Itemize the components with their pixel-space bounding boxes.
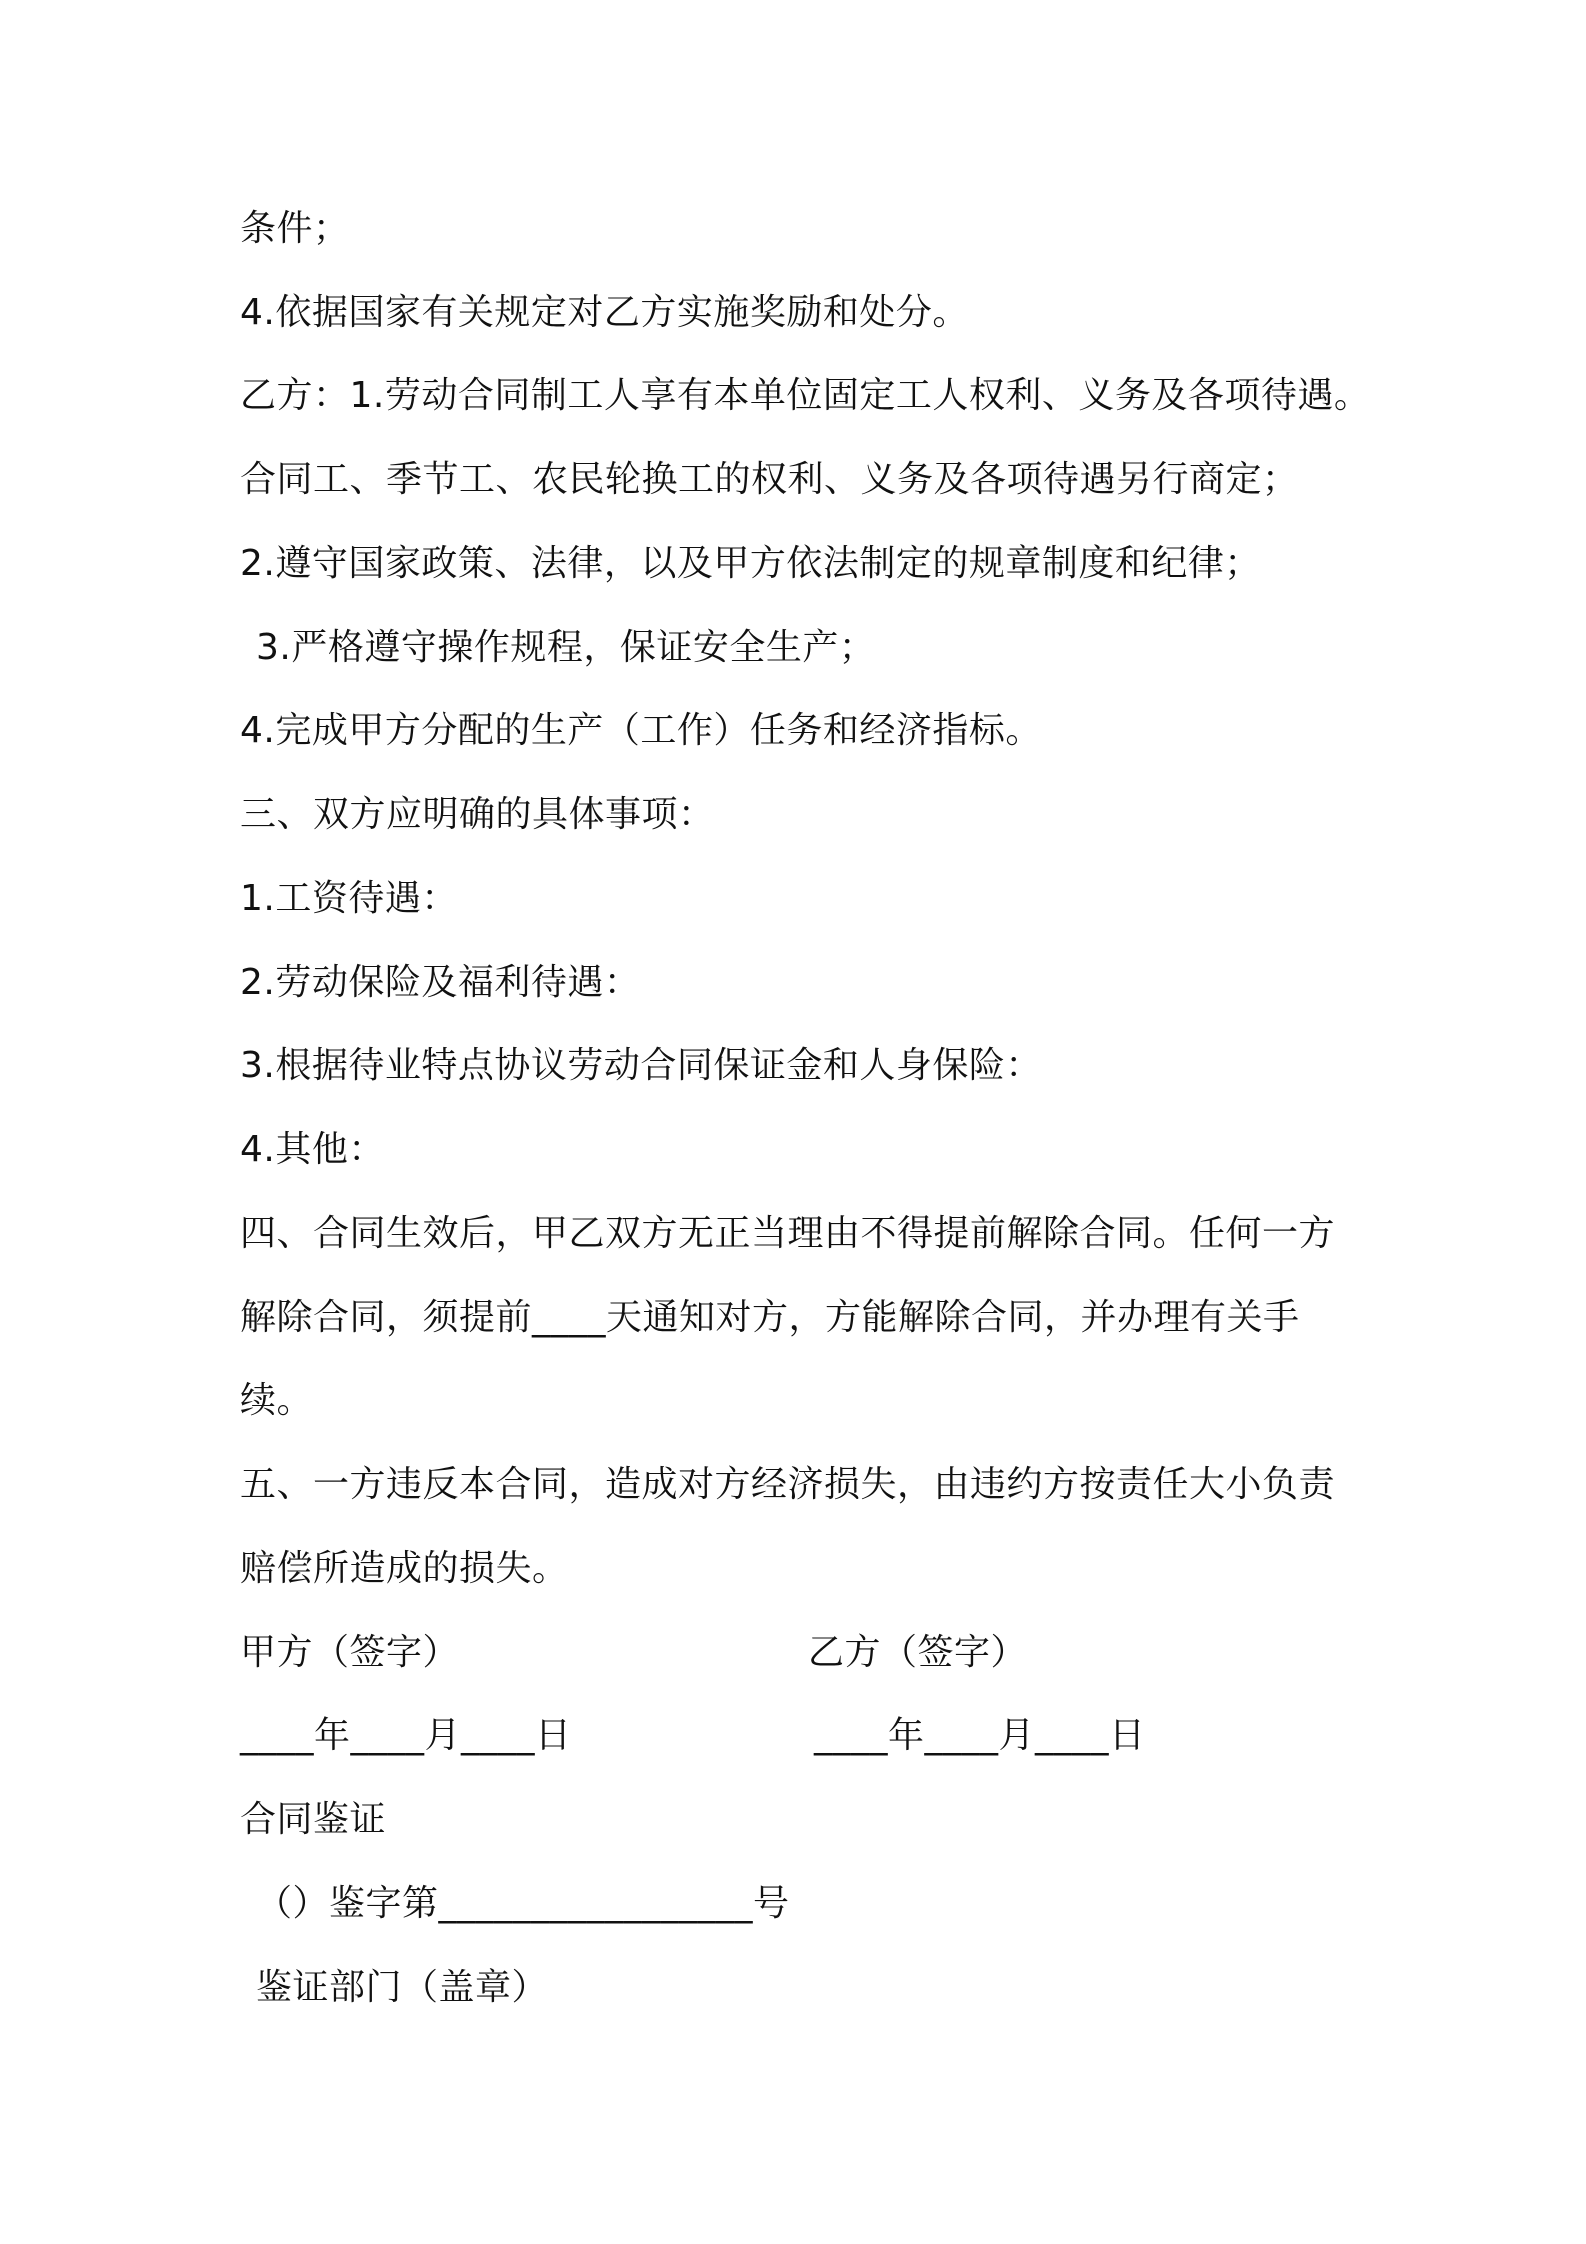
party-a-signature-label: 甲方（签字） (240, 1632, 460, 1673)
section-heading-3: 三、双方应明确的具体事项： (240, 794, 715, 835)
text-line-continuation-conditions: 条件； (240, 208, 350, 249)
text-line-party-b-item-4: 4.完成甲方分配的生产（工作）任务和经济指标。 (240, 710, 1042, 751)
section-4-line-1: 四、合同生效后，甲乙双方无正当理由不得提前解除合同。任何一方 (240, 1213, 1336, 1254)
text-line-party-a-item-4: 4.依据国家有关规定对乙方实施奖励和处分。 (240, 292, 969, 333)
text-line-party-b-item-1-cont: 合同工、季节工、农民轮换工的权利、义务及各项待遇另行商定； (240, 459, 1299, 500)
section-4-line-3: 续。 (240, 1380, 314, 1421)
section-5-line-1: 五、一方违反本合同，造成对方经济损失，由违约方按责任大小负责 (240, 1464, 1336, 1505)
section-4-line-2: 解除合同，须提前____天通知对方，方能解除合同，并办理有关手 (240, 1297, 1300, 1338)
text-line-party-b-item-3: 3.严格遵守操作规程，保证安全生产； (256, 627, 876, 668)
verification-title: 合同鉴证 (240, 1799, 387, 1840)
text-line-item-insurance: 2.劳动保险及福利待遇： (240, 962, 641, 1003)
text-line-party-b-item-1: 乙方：1.劳动合同制工人享有本单位固定工人权利、义务及各项待遇。 (240, 375, 1371, 416)
text-line-party-b-item-2: 2.遵守国家政策、法律，以及甲方依法制定的规章制度和纪律； (240, 543, 1261, 584)
party-b-date-line: ____年____月____日 (814, 1715, 1146, 1756)
verification-number-line: （）鉴字第_________________号 (256, 1883, 790, 1924)
section-5-line-2: 赔偿所造成的损失。 (240, 1548, 569, 1589)
text-line-item-deposit: 3.根据待业特点协议劳动合同保证金和人身保险： (240, 1045, 1042, 1086)
text-line-item-wages: 1.工资待遇： (240, 878, 458, 919)
party-a-date-line: ____年____月____日 (240, 1715, 572, 1756)
verification-department-line: 鉴证部门（盖章） (256, 1967, 549, 2008)
text-line-item-other: 4.其他： (240, 1129, 385, 1170)
party-b-signature-label: 乙方（签字） (808, 1632, 1028, 1673)
